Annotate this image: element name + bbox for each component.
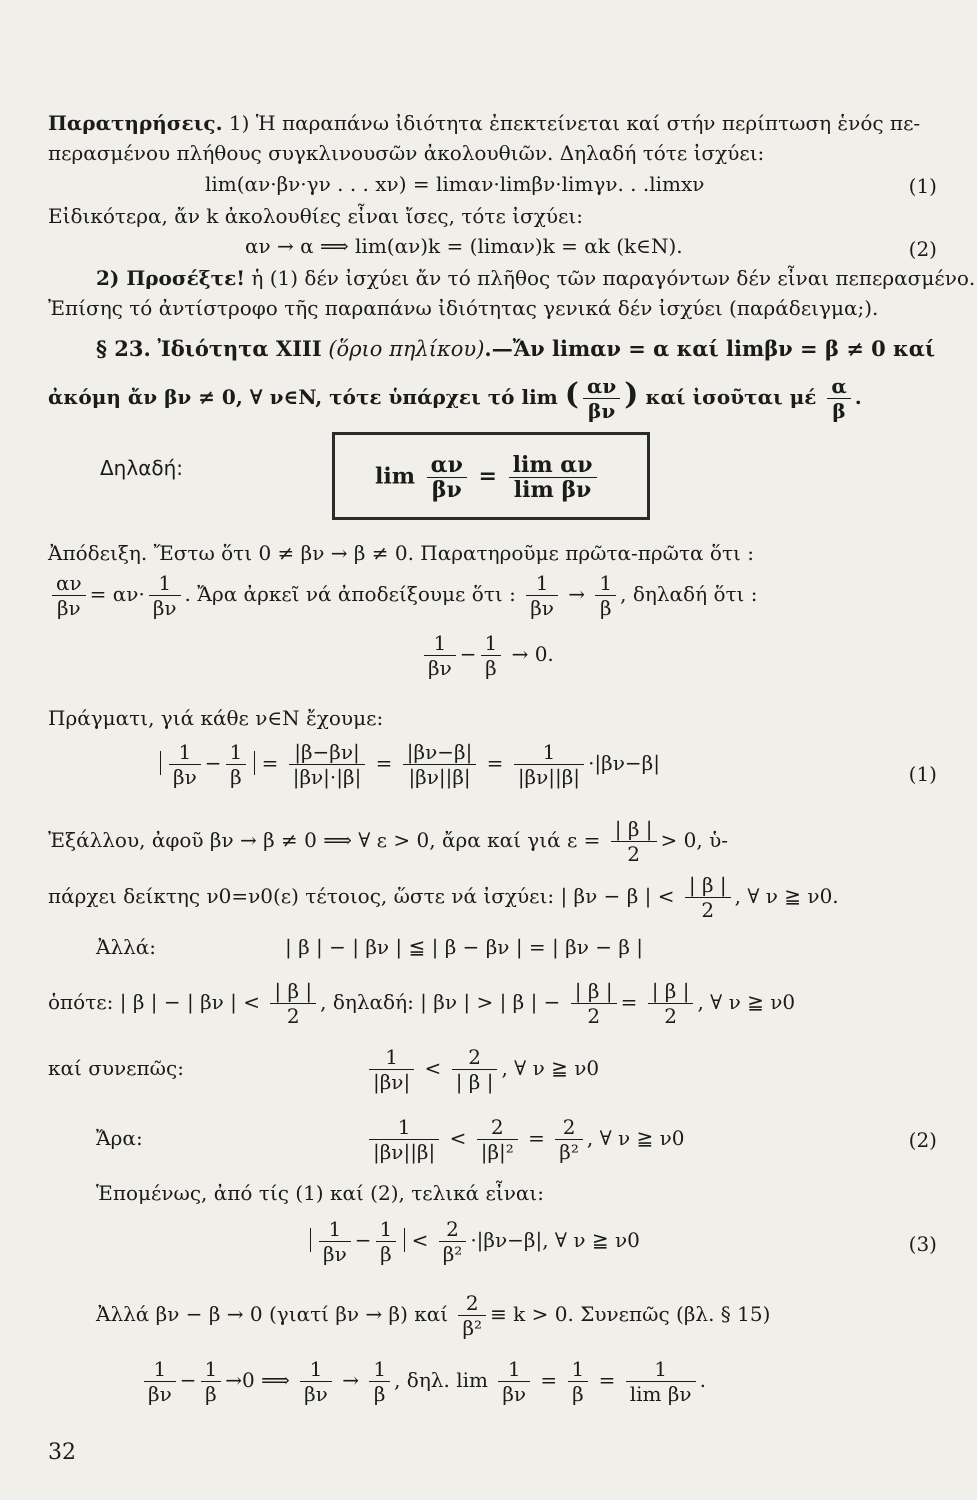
proof-eq-2-number: (2) <box>908 1128 937 1152</box>
proof-line-12: Ἑπομένως, ἀπό τίς (1) καί (2), τελικά εἶναι: <box>96 1181 544 1205</box>
equation-2-number: (2) <box>908 237 937 261</box>
therefore-label: καί συνεπῶς: <box>48 1056 184 1080</box>
proof-line-7: πάρχει δείκτης ν0=ν0(ε) τέτοιος, ὥστε νά ἰσχύει: | βν − β | < $\frac{| \beta |}{2}$ , ∀ ν ≧ ν0. <box>48 873 839 922</box>
section-number: § 23. <box>96 336 151 361</box>
theorem-line-2: ἀκόμη ἄν βν ≠ 0, ∀ ν∈N, τότε ὑπάρχει τό lim ( $\frac{\alpha\nu}{\beta\nu}$ ) καί ἰσοῦται μέ $\frac{\alpha}{\beta}$ . <box>48 374 862 423</box>
equation-1: lim(αν·βν·γν . . . xν) = limαν·limβν·limγν. . .limxν <box>205 172 705 196</box>
proof-line-4: Πράγματι, γιά κάθε ν∈N ἔχουμε: <box>48 706 384 730</box>
quotient-limit-box: lim $\frac{\alpha\nu}{\beta\nu}$ = $\frac{\text{lim αν}}{\text{lim βν}}$ <box>332 432 650 520</box>
hence-label: Ἄρα: <box>96 1126 143 1150</box>
proof-conclusion: $\frac{1}{\beta\nu}$ − $\frac{1}{\beta}$ →0 ⟹ $\frac{1}{\beta\nu}$ → $\frac{1}{\beta}$ , δηλ. lim $\frac{1}{\beta\nu}$ = $\frac{1}{\beta}$ = $\frac{1}{\text{lim βν}}$ . <box>140 1352 937 1408</box>
remark-1-line-2: περασμένου πλήθους συγκλινουσῶν ἀκολουθιῶν. Δηλαδή τότε ἰσχύει: <box>48 141 765 165</box>
proof-line-6: Ἐξάλλου, ἀφοῦ βν → β ≠ 0 ⟹ ∀ ε > 0, ἄρα καί γιά ε = $\frac{| \beta |}{2}$ > 0, ὑ- <box>48 817 729 866</box>
proof-eq-1-number: (1) <box>908 762 937 786</box>
remark-1-line-1: Παρατηρήσεις. 1) Ἡ παραπάνω ἰδιότητα ἐπεκτείνεται καί στήν περίπτωση ἑνός πε- <box>48 111 921 135</box>
remark-2-line-2: Ἐπίσης τό ἀντίστροφο τῆς παραπάνω ἰδιότητας γενικά δέν ἰσχύει (παράδειγμα;). <box>48 296 879 320</box>
proof-inequality-3: $\frac{1}{|\beta\nu||\beta|}$ < $\frac{2}{\text{|β|²}}$ = $\frac{2}{\text{β²}}$ , ∀ ν ≧ ν0 <box>365 1110 937 1166</box>
triangle-inequality: | β | − | βν | ≦ | β − βν | = | βν − β | <box>285 935 643 959</box>
page-number: 32 <box>48 1440 76 1465</box>
special-case-line: Εἰδικότερα, ἄν k ἀκολουθίες εἶναι ἴσες, τότε ἰσχύει: <box>48 204 583 228</box>
proof-line-14: Ἀλλά βν − β → 0 (γιατί βν → β) καί $\frac{2}{\text{β²}}$ ≡ k > 0. Συνεπῶς (βλ. § 15) <box>96 1291 771 1340</box>
proof-inequality-1: $\frac{1}{\beta\nu}$ − $\frac{1}{\beta}$ = $\frac{|\beta-\beta\nu|}{|\beta\nu|\cdot|\beta|}$ = $\frac{|\beta\nu-\beta|}{|\beta\nu||\beta|}$ = $\frac{1}{|\beta\nu||\beta|}$ ·|βν−β| <box>160 735 937 791</box>
proof-eq-3-number: (3) <box>908 1232 937 1256</box>
remarks-heading: Παρατηρήσεις. <box>48 111 223 135</box>
proof-line-9: ὁπότε: | β | − | βν | < $\frac{| \beta |}{2}$ , δηλαδή: | βν | > | β | − $\frac{| \beta |}{2}$ = $\frac{| \beta |}{2}$ , ∀ ν ≧ ν0 <box>48 979 796 1028</box>
proof-inequality-4: $\frac{1}{\beta\nu}$ − $\frac{1}{\beta}$ < $\frac{2}{\text{β²}}$ ·|βν−β|, ∀ ν ≧ ν0 <box>310 1212 937 1268</box>
proof-goal: $\frac{1}{\beta\nu}$ − $\frac{1}{\beta}$ → 0. <box>420 626 937 682</box>
proof-inequality-2: $\frac{1}{|\beta\nu|}$ < $\frac{2}{| \beta |}$ , ∀ ν ≧ ν0 <box>365 1040 937 1096</box>
equation-1-number: (1) <box>908 174 937 198</box>
theorem-heading: § 23. Ἰδιότητα XIII (ὅριο πηλίκου).—Ἄν limαν = α καί limβν = β ≠ 0 καί <box>96 336 936 361</box>
proof-line-1: Ἀπόδειξη. Ἔστω ὅτι 0 ≠ βν → β ≠ 0. Παρατηροῦμε πρῶτα-πρῶτα ὅτι : <box>48 541 754 565</box>
theorem-title: Ἰδιότητα XIII <box>157 336 322 361</box>
that-is-label: Δηλαδή: <box>100 456 184 480</box>
but-label: Ἀλλά: <box>96 935 157 959</box>
theorem-subtitle: (ὅριο πηλίκου) <box>328 337 485 361</box>
proof-line-2: $\frac{\alpha\nu}{\beta\nu}$ = αν· $\frac{1}{\beta\nu}$ . Ἄρα ἀρκεῖ νά ἀποδείξουμε ὅτι : $\frac{1}{\beta\nu}$ → $\frac{1}{\beta}$ , δηλαδή ὅτι : <box>48 566 937 622</box>
equation-2: αν → α ⟹ lim(αν)k = (limαν)k = αk (k∈N). <box>245 234 683 258</box>
remark-2-line-1: 2) Προσέξτε! ἡ (1) δέν ἰσχύει ἄν τό πλῆθος τῶν παραγόντων δέν εἶναι πεπερασμένο. <box>96 266 976 290</box>
